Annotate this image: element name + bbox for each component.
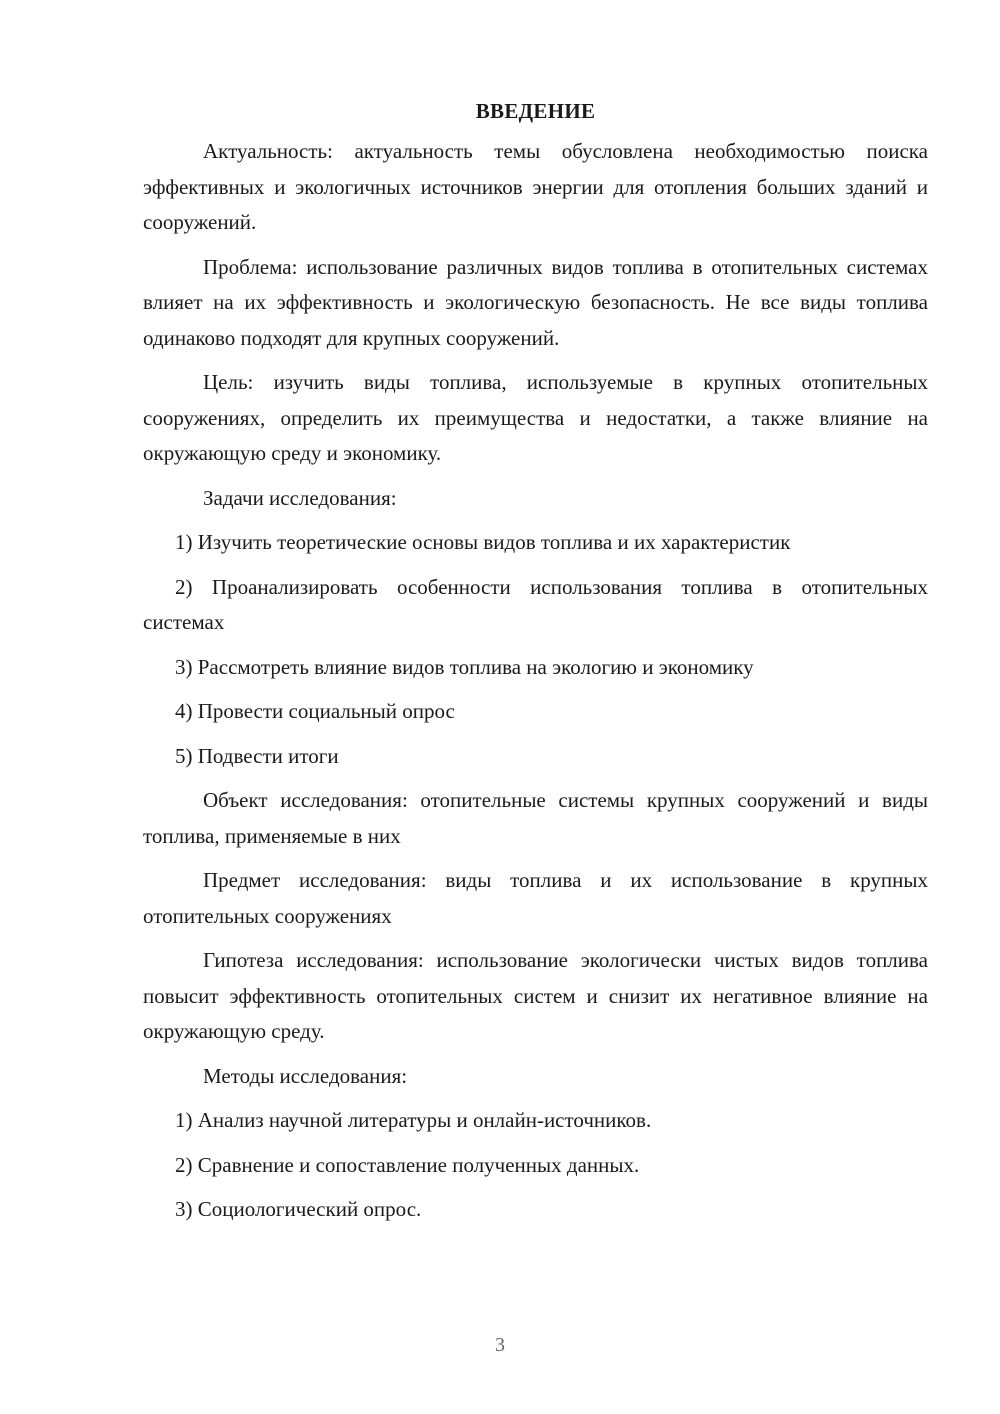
page-number: 3 <box>495 1334 505 1356</box>
task-item-1: 1) Изучить теоретические основы видов топлива и их характеристик <box>175 530 791 554</box>
task-item-3: 3) Рассмотреть влияние видов топлива на экологию и экономику <box>175 654 754 679</box>
document-page <box>143 96 928 1237</box>
paragraph-relevance: Актуальность: актуальность темы обусловлена необходимостью поиска эффективных и экологичных источников энергии для отопления больших зданий и сооружений. <box>143 139 928 234</box>
paragraph-problem: Проблема: использование различных видов топлива в отопительных системах влияет на их эффективность и экологическую безопасность. Не все виды топлива одинаково подходят для крупных сооружений. <box>143 254 928 350</box>
page-title: ВВЕДЕНИЕ <box>475 99 596 123</box>
paragraph-tasks-heading: Задачи исследования: <box>203 485 397 510</box>
task-item-2: 2) Проанализировать особенности использования топлива в отопительных системах <box>143 574 928 634</box>
paragraph-subject: Предмет исследования: виды топлива и их использование в крупных отопительных сооружениях <box>143 868 928 928</box>
method-item-2: 2) Сравнение и сопоставление полученных данных. <box>175 1152 640 1177</box>
paragraph-methods-heading: Методы исследования: <box>203 1063 408 1088</box>
task-item-5: 5) Подвести итоги <box>175 743 339 768</box>
method-item-1: 1) Анализ научной литературы и онлайн-источников. <box>175 1108 652 1132</box>
task-item-4: 4) Провести социальный опрос <box>175 699 455 723</box>
paragraph-hypothesis: Гипотеза исследования: использование экологически чистых видов топлива повысит эффективность отопительных систем и снизит их негативное влияние на окружающую среду. <box>143 948 928 1043</box>
paragraph-object: Объект исследования: отопительные системы крупных сооружений и виды топлива, применяемые в них <box>143 788 928 848</box>
paragraph-goal: Цель: изучить виды топлива, используемые в крупных отопительных сооружениях, определить их преимущества и недостатки, а также влияние на окружающую среду и экономику. <box>143 370 928 465</box>
method-item-3: 3) Социологический опрос. <box>175 1197 422 1221</box>
